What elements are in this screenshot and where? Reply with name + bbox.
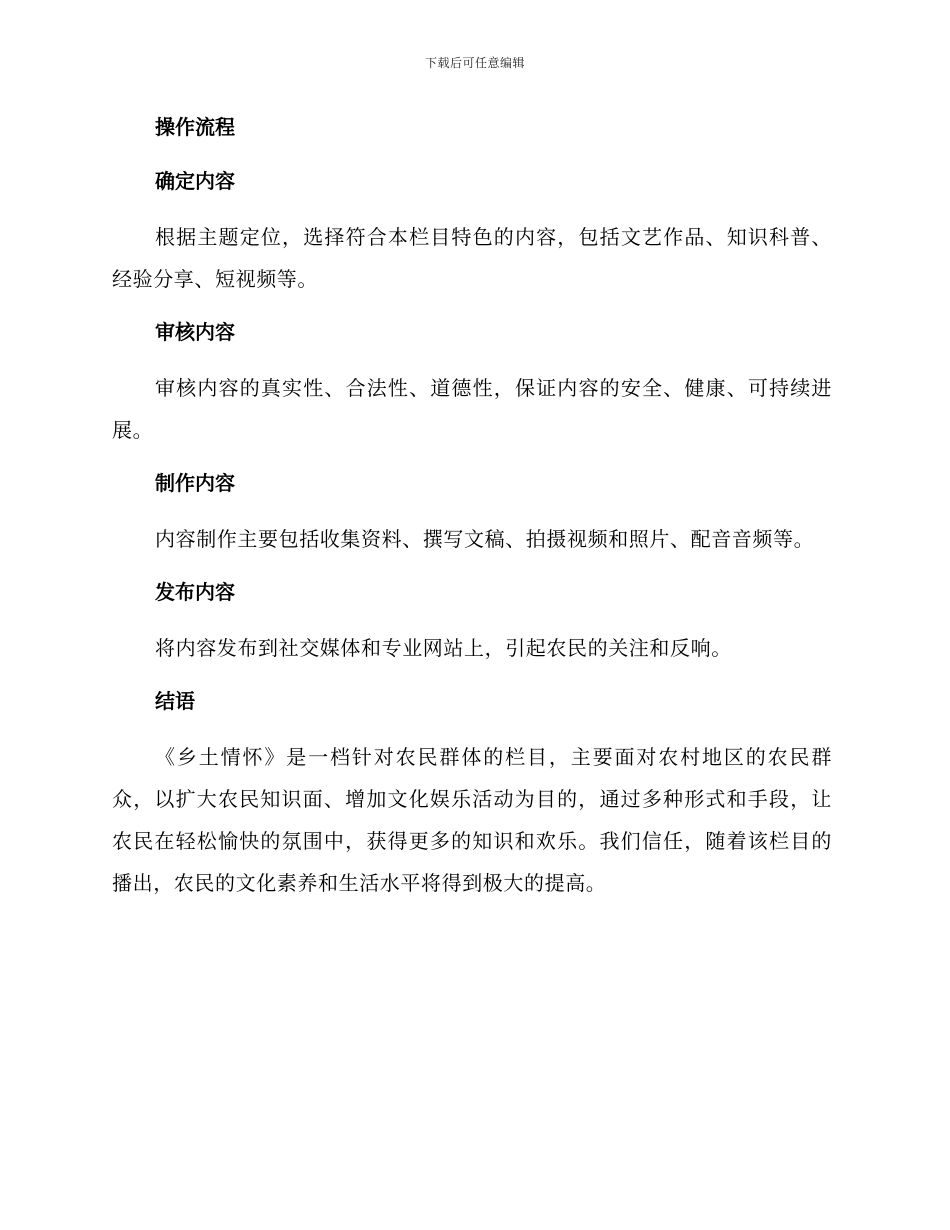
paragraph-conclusion: 《乡土情怀》是一档针对农民群体的栏目，主要面对农村地区的农民群众，以扩大农民知识面、增加文化娱乐活动为目的，通过多种形式和手段，让农民在轻松愉快的氛围中，获得更多的知识和欢乐。我们信任，随着该栏目的播出，农民的文化素养和生活水平将得到极大的提高。: [112, 745, 832, 895]
section-heading-determine-content: 确定内容: [155, 169, 235, 193]
section-heading-publish-content: 发布内容: [155, 580, 235, 604]
section-heading-process: 操作流程: [155, 115, 235, 139]
paragraph-produce-content: 内容制作主要包括收集资料、撰写文稿、拍摄视频和照片、配音音频等。: [155, 527, 815, 551]
paragraph-publish-content: 将内容发布到社交媒体和专业网站上，引起农民的关注和反响。: [155, 636, 732, 660]
paragraph-review-content: 审核内容的真实性、合法性、道德性，保证内容的安全、健康、可持续进展。: [112, 376, 832, 442]
paragraph-determine-content: 根据主题定位，选择符合本栏目特色的内容，包括文艺作品、知识科普、经验分享、短视频等。: [112, 225, 832, 291]
section-heading-review-content: 审核内容: [155, 320, 235, 344]
document-body: [112, 108, 832, 917]
section-heading-produce-content: 制作内容: [155, 471, 235, 495]
section-heading-conclusion: 结语: [155, 689, 195, 713]
header-note: 下载后可任意编辑: [424, 56, 525, 70]
